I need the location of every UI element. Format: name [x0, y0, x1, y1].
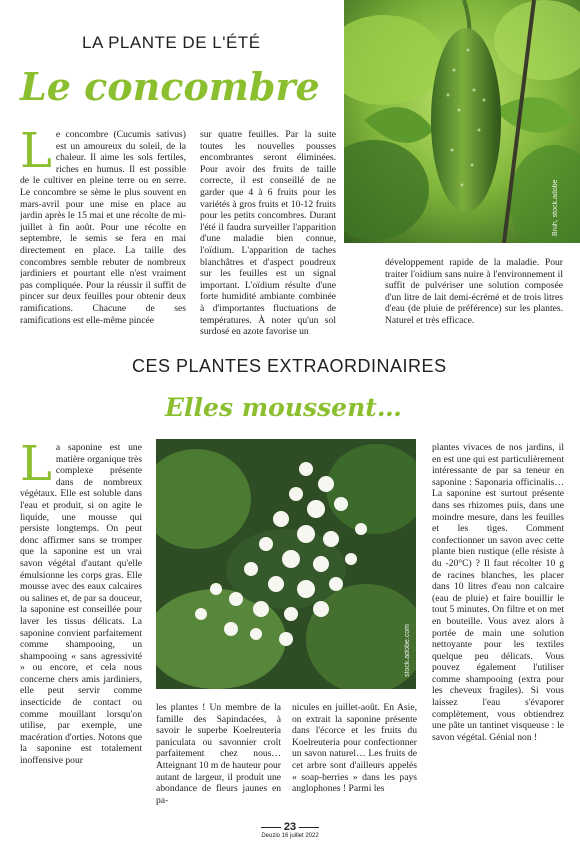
article-column: [432, 442, 564, 822]
photo-credit: Bruh, stock.adobe: [552, 179, 559, 236]
section-kicker: CES PLANTES EXTRAORDINAIRES: [132, 356, 447, 376]
article-text: développement rapide de la maladie. Pour traiter l'oïdium sans nuire à l'environnement il suffit de pulvériser une solution composée d'un litre de lait demi-écrémé et de trois litres d'eau (de pluie de préférence) sur les plantes. Naturel et très efficace.: [385, 257, 563, 326]
cucumber-photo: [344, 0, 580, 243]
section-kicker: LA PLANTE DE L'ÉTÉ: [82, 33, 261, 52]
article-text: plantes vivaces de nos jardins, il en est une qui est particulièrement intéressante de par sa teneur en saponine : Saponaria officinalis… La saponine est surtout présente dans ses rhizomes puis, dans une moindre mesure, dans les feuilles et les tiges. Comment confectionner un savon avec cette plante bien rustique (elle résiste à du -20°C) ? Il faut récolter 10 g de racines blanches, les placer dans 10 litres d'eau non calcaire (eau de pluie) et faire bouillir le tout 5 minutes. On filtre et on met en bouteille. Vous avez alors à portée de main une solution nettoyante pour les textiles quelque peu délicats. Vous pouvez également l'utiliser comme shampooing (extra pour les cheveux fragiles). Si vous laissez l'eau s'évaporer complètement, vous obtiendrez une pâte un tantinet visqueuse : le savon végétal. Génial non !: [432, 442, 564, 743]
article-column: [20, 442, 142, 822]
page-footer: [235, 822, 345, 840]
drop-cap: L: [20, 442, 52, 492]
article-column: [292, 702, 417, 822]
article-column: [156, 702, 281, 822]
photo-credit: stock.adobe.com: [404, 624, 411, 677]
rule-left: [261, 827, 281, 828]
issue-label: Deuzio 16 juillet 2022: [261, 833, 319, 839]
article-title: Elles moussent…: [165, 393, 402, 422]
article-column: [20, 129, 186, 339]
article-text: nicules en juillet-août. En Asie, on extrait la saponine présente dans l'écorce et les fruits du Koelreuteria pour confectionner un savon naturel… Les fruits de cet arbre sont d'ailleurs appelés « soap-berries » dans les pays anglophones ! Parmi les: [292, 702, 417, 795]
drop-cap: L: [20, 129, 52, 179]
article-column: [200, 129, 336, 339]
article-text: a saponine est une matière organique très complexe présente dans de nombreux végétaux. Elle est soluble dans l'eau et produit, si on agite le liquide, une mousse qui persiste longtemps. On peut donc affirmer sans se tromper que la saponine est un vrai savon végétal d'autant qu'elle émulsionne les corps gras. Elle mousse avec des eaux calcaires ou salines et, de par sa douceur, la saponine est conseillée pour laver les tissus délicats. La saponine convient parfaitement comme shampooing, un shampooing « sans agressivité » ou encore, et cela nous concerne chers amis jardiniers, elle peut servir comme insecticide de contact ou comme mouillant lorsqu'on utilise, par exemple, une macération d'orties. Notons que la saponine est totalement inoffensive pour: [20, 442, 142, 767]
saponaria-photo: [156, 439, 416, 689]
article-text: les plantes ! Un membre de la famille des Sapindacées, à savoir le superbe Koelreuteria paniculata ou savonnier croît parfaitement chez nous… Atteignant 10 m de hauteur pour autant de largeur, il produit une abondance de fleurs jaunes en pa-: [156, 702, 281, 806]
article-text: e concombre (Cucumis sativus) est un amoureux du soleil, de la chaleur. Il aime les sols fertiles, riches en humus. Il est possible de le cultiver en pleine terre ou en serre. Le concombre se sème le plus souvent en mars-avril pour une mise en place au jardin après le 15 mai et une récolte de mi-juillet à fin août. Pour une récolte en septembre, le semis se fera en mai directement en place. La taille des concombres semble rebuter de nombreux jardiniers et pourtant elle n'est vraiment pas compliquée. Pour la réussir il suffit de pincer sur deux feuilles pour obtenir deux ramifications. Chacune de ses ramifications est elle-même pincée: [20, 129, 186, 326]
rule-right: [299, 827, 319, 828]
page-number: 23: [283, 821, 297, 833]
article-text: sur quatre feuilles. Par la suite toutes les nouvelles pousses encombrantes seront éliminées. Pour avoir des fruits de taille correcte, il est conseillé de ne garder que 4 à 6 fruits pour les variétés à gros fruits et 10-12 fruits pour les petits concombres. Durant l'été il faudra surveiller l'apparition d'une maladie bien connue, l'oïdium. L'apparition de taches blanchâtres et d'aspect poudreux sur les feuilles est un signal important. L'oïdium résulte d'une forte humidité ambiante combinée à d'importantes fluctuations de températures. À noter qu'un sol surdosé en azote favorise un: [200, 129, 336, 338]
article-column: [385, 257, 563, 339]
article-title: Le concombre: [20, 64, 320, 109]
